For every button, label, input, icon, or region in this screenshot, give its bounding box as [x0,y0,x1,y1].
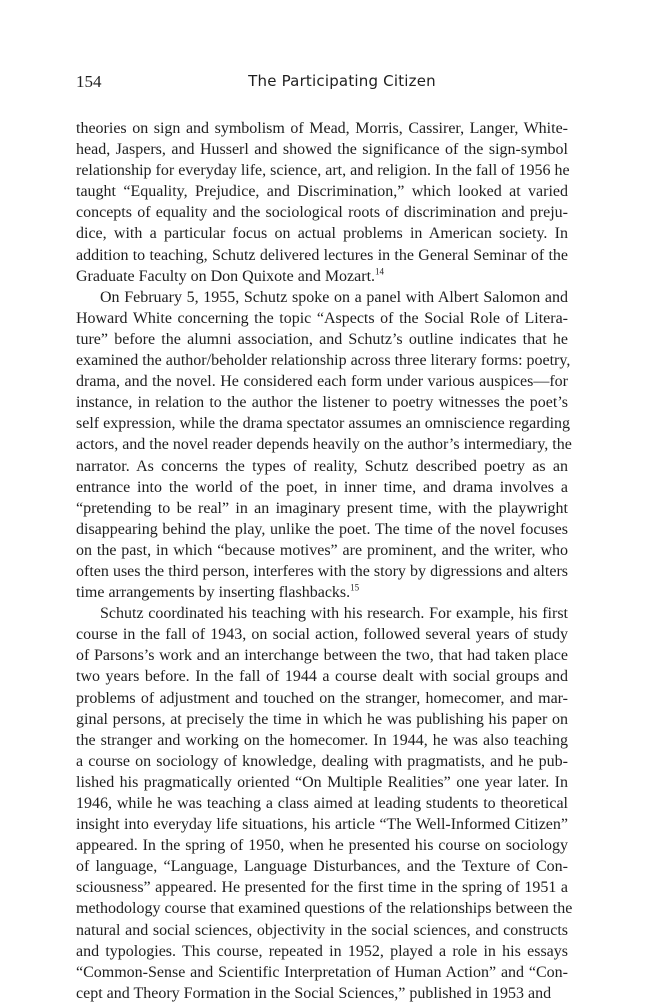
text-line: addition to teaching, Schutz delivered lectures in the General Seminar of the [76,246,568,264]
paragraph [76,287,572,603]
text-line: examined the author/beholder relationship across three literary forms: poetry, [76,352,571,370]
paragraph [76,118,568,287]
text-line: instance, in relation to the author the listener to poetry witnesses the poet’s [76,394,568,412]
running-head: The Participating Citizen [248,72,436,90]
text-line: natural and social sciences, objectivity in the social sciences, and constructs [76,921,568,939]
text-line: ginal persons, at precisely the time in which he was publishing his paper on [76,710,568,728]
text-line: self expression, while the drama spectator assumes an omniscience regarding [76,415,571,433]
text-line: narrator. As concerns the types of reality, Schutz described poetry as an [76,457,568,475]
page-header [76,72,568,96]
text-line: head, Jaspers, and Husserl and showed the significance of the sign-symbol [76,141,568,159]
text-line: On February 5, 1955, Schutz spoke on a panel with Albert Salomon and [100,288,568,306]
text-line: Schutz coordinated his teaching with his research. For example, his first [100,605,568,623]
footnote-marker[interactable]: 15 [350,582,360,593]
text-line: relationship for everyday life, science, art, and religion. In the fall of 1956 he [76,162,570,180]
text-line: sciousness” appeared. He presented for the first time in the spring of 1951 a [76,879,568,897]
text-line: drama, and the novel. He considered each form under various auspices—for [76,373,568,391]
text-line: entrance into the world of the poet, in inner time, and drama involves a [76,478,568,496]
text-line: a course on sociology of knowledge, dealing with pragmatists, and he pub- [76,752,568,770]
text-line: on the past, in which “because motives” are prominent, and the writer, who [76,541,568,559]
body-text [76,118,573,1004]
text-line: appeared. In the spring of 1950, when he presented his course on sociology [76,837,568,855]
text-line: often uses the third person, interferes with the story by digressions and alters [76,562,568,580]
text-line: the stranger and working on the homecomer. In 1944, he was also teaching [76,731,568,749]
text-line: concepts of equality and the sociological roots of discrimination and preju- [76,204,568,222]
text-line: theories on sign and symbolism of Mead, Morris, Cassirer, Langer, White- [76,120,568,137]
text-line: insight into everyday life situations, his article “The Well-Informed Citizen” [76,816,568,834]
text-line: taught “Equality, Prejudice, and Discrimination,” which looked at varied [76,183,568,201]
text-line: methodology course that examined questions of the relationships between the [76,900,573,918]
text-line: actors, and the novel reader depends heavily on the author’s intermediary, the [76,436,572,454]
text-line: disappearing behind the play, unlike the poet. The time of the novel focuses [76,520,568,538]
text-line: of Parsons’s work and an interchange between the two, that had taken place [76,647,568,665]
text-line: two years before. In the fall of 1944 a course dealt with social groups and [76,668,568,686]
text-line: and typologies. This course, repeated in 1952, played a role in his essays [76,942,568,960]
text-line: Howard White concerning the topic “Aspects of the Social Role of Litera- [76,309,568,327]
text-line: course in the fall of 1943, on social action, followed several years of study [76,626,568,644]
text-line: of language, “Language, Language Disturbances, and the Texture of Con- [76,858,568,876]
text-line: time arrangements by inserting flashbacks.$^{15}$ [76,582,360,602]
text-line: problems of adjustment and touched on the stranger, homecomer, and mar- [76,689,568,707]
text-line: cept and Theory Formation in the Social Sciences,” published in 1953 and [76,984,552,1002]
paragraph [76,603,573,1004]
text-line: “Common-Sense and Scientific Interpretation of Human Action” and “Con- [76,963,568,981]
text-line: dice, with a particular focus on actual problems in American society. In [76,225,568,243]
page-number: 154 [76,72,102,91]
text-line: 1946, while he was teaching a class aimed at leading students to theoretical [76,795,568,812]
footnote-marker[interactable]: 14 [375,266,385,277]
text-line: “pretending to be real” in an imaginary present time, with the playwright [76,499,568,517]
text-line: ture” before the alumni association, and Schutz’s outline indicates that he [76,330,568,348]
text-line: Graduate Faculty on Don Quixote and Mozart.$^{14}$ [76,266,385,285]
text-line: lished his pragmatically oriented “On Multiple Realities” one year later. In [76,773,568,791]
